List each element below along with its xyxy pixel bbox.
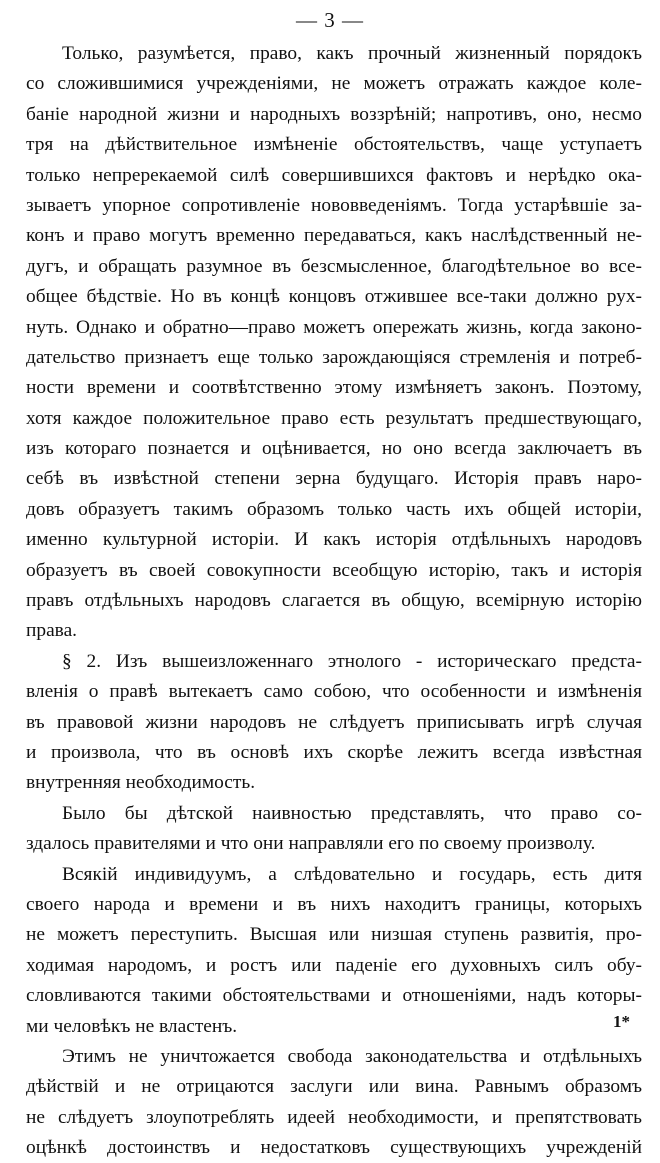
text-line: Этимъ не уничтожается свобода законодательства и отдѣльныхъ: [62, 1045, 642, 1067]
text-line: Было бы дѣтской наивностью представлять, что право со-: [62, 802, 642, 824]
text-line: ности времени и соотвѣтственно этому измѣняетъ законъ. Поэтому,: [26, 377, 642, 399]
text-line: нуть. Однако и обратно—право можетъ опережать жизнь, когда законо-: [26, 316, 642, 338]
text-line: довъ образуетъ такимъ образомъ только часть ихъ общей исторiи,: [26, 498, 642, 520]
page-number: — 3 —: [296, 8, 364, 32]
text-line: права.: [26, 620, 78, 642]
text-line: ходимая народомъ, и ростъ или паденiе его духовныхъ силъ обу-: [26, 954, 642, 976]
text-line: банiе народной жизни и народныхъ воззрѣнiй; напротивъ, оно, несмо: [26, 103, 642, 125]
text-line: § 2. Изъ вышеизложеннаго этнолого - историческаго предста-: [62, 650, 642, 672]
text-line: оцѣнкѣ достоинствъ и недостатковъ существующихъ учрежденiй: [26, 1137, 642, 1159]
text-line: не можетъ переступить. Высшая или низшая ступень развитiя, про-: [26, 924, 642, 946]
text-line: дугъ, и обращать разумное въ безсмысленное, благодѣтельное во все-: [26, 255, 642, 277]
text-line: только непререкаемой силѣ совершившихся фактовъ и нерѣдко ока-: [26, 164, 642, 186]
text-line: себѣ въ извѣстной степени зерна будущаго. Исторiя правъ наро-: [26, 468, 642, 490]
text-line: Всякiй индивидуумъ, а слѣдовательно и государь, есть дитя: [62, 863, 642, 885]
text-line: дательство признаетъ еще только зарождающiяся стремленiя и потреб-: [26, 346, 642, 368]
text-line: вленiя о правѣ вытекаетъ само собою, что особенности и измѣненiя: [26, 681, 642, 703]
text-line: изъ котораго познается и оцѣнивается, но оно всегда заключаетъ въ: [26, 438, 642, 460]
text-line: и произвола, что въ основѣ ихъ скорѣе лежитъ всегда извѣстная: [26, 741, 642, 763]
text-line: конъ и право могутъ временно передаваться, какъ наслѣдственный не-: [26, 225, 642, 247]
paragraph: [26, 799, 642, 860]
text-line: дѣйствiй и не отрицаются заслуги или вина. Равнымъ образомъ: [26, 1076, 642, 1098]
text-line: словливаются такими обстоятельствами и отношенiями, надъ которы-: [26, 985, 642, 1007]
text-line: правъ отдѣльныхъ народовъ слагается въ общую, всемiрную исторiю: [26, 590, 642, 612]
text-line: со сложившимися учрежденiями, не можетъ отражать каждое коле-: [26, 73, 642, 95]
text-line: общее бѣдствiе. Но въ концѣ концовъ отжившее все-таки должно рух-: [26, 286, 642, 308]
text-line: внутренняя необходимость.: [26, 772, 256, 794]
paragraph: [26, 647, 642, 799]
text-line: тря на дѣйствительное измѣненiе обстоятельствъ, чаще уступаетъ: [26, 134, 642, 156]
text-line: хотя каждое положительное право есть результатъ предшествующаго,: [26, 407, 642, 429]
paragraph: [26, 39, 642, 647]
text-line: своего народа и времени и въ нихъ находитъ границы, которыхъ: [26, 893, 642, 915]
text-line: Только, разумѣется, право, какъ прочный жизненный порядокъ: [62, 43, 642, 64]
text-line: здалось правителями и что они направляли его по своему произволу.: [26, 833, 596, 855]
body-text: [26, 39, 642, 1163]
text-line: въ правовой жизни народовъ не слѣдуетъ приписывать игрѣ случая: [26, 711, 642, 733]
text-line: именно культурной исторiи. И какъ исторiя отдѣльныхъ народовъ: [26, 529, 642, 551]
text-line: ми человѣкъ не властенъ.: [26, 1015, 238, 1037]
paragraph: [26, 860, 642, 1042]
paragraph: [26, 1042, 642, 1163]
text-line: образуетъ въ своей совокупности всеобщую исторiю, такъ и исторiя: [26, 559, 642, 581]
text-line: зываетъ упорное сопротивленiе нововведенiямъ. Тогда устарѣвшiе за-: [26, 194, 642, 216]
printer-signature: 1*: [613, 1012, 630, 1031]
text-line: не слѣдуетъ злоупотреблять идеей необходимости, и препятствовать: [26, 1106, 642, 1128]
